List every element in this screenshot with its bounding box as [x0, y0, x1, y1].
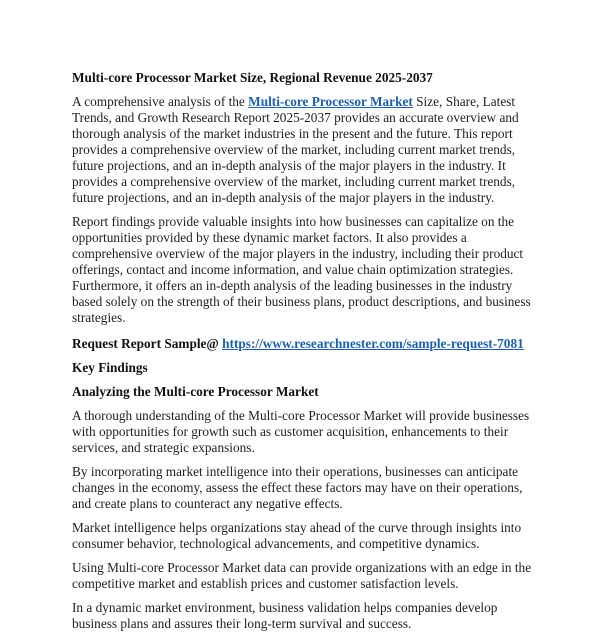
intro-text-before-link: A comprehensive analysis of the: [72, 94, 249, 109]
analyzing-heading: Analyzing the Multi-core Processor Market: [72, 384, 319, 399]
request-sample-line: [72, 336, 534, 352]
body-paragraph-growth: A thorough understanding of the Multi-core Processor Market will provide businesses with opportunities for growth such as customer acquisition, enhancements to their services, and strategic expansions.: [72, 408, 530, 455]
body-paragraph-competitive-edge: Using Multi-core Processor Market data can provide organizations with an edge in the competitive market and establish prices and customer satisfaction levels.: [72, 560, 532, 591]
request-sample-label: Request Report Sample@: [72, 336, 223, 351]
body-paragraph-stay-ahead: Market intelligence helps organizations stay ahead of the curve through insights into consumer behavior, technological advancements, and competitive dynamics.: [72, 520, 522, 551]
key-findings-heading: Key Findings: [72, 360, 148, 375]
sample-request-link[interactable]: https://www.researchnester.com/sample-request-7081: [222, 336, 524, 351]
market-report-link[interactable]: Multi-core Processor Market: [248, 94, 413, 109]
document-page: [72, 70, 534, 640]
document-title: Multi-core Processor Market Size, Regional Revenue 2025-2037: [72, 70, 433, 85]
intro-text-after-link: Size, Share, Latest Trends, and Growth Research Report 2025-2037 provides an accurate overview and thorough analysis of the market industries in the present and the future. This report provides a comprehensive overview of the market, including current market trends, future projections, and an in-depth analysis of the major players in the industry. It provides a comprehensive overview of the market, including current market trends, future projections, and an in-depth analysis of the major players in the industry.: [72, 94, 519, 205]
findings-paragraph: Report findings provide valuable insights into how businesses can capitalize on the opportunities provided by these dynamic market factors. It also provides a comprehensive overview of the major players in the industry, including their product offerings, contact and income information, and value chain optimization strategies. Furthermore, it offers an in-depth analysis of the leading businesses in the industry based solely on the strength of their business plans, product descriptions, and business strategies.: [72, 214, 531, 325]
body-paragraph-business-validation: In a dynamic market environment, business validation helps companies develop business plans and assures their long-term survival and success.: [72, 600, 498, 631]
body-paragraph-market-intelligence: By incorporating market intelligence into their operations, businesses can anticipate changes in the economy, assess the effect these factors may have on their operations, and create plans to counteract any negative effects.: [72, 464, 523, 511]
intro-paragraph: [72, 94, 534, 206]
